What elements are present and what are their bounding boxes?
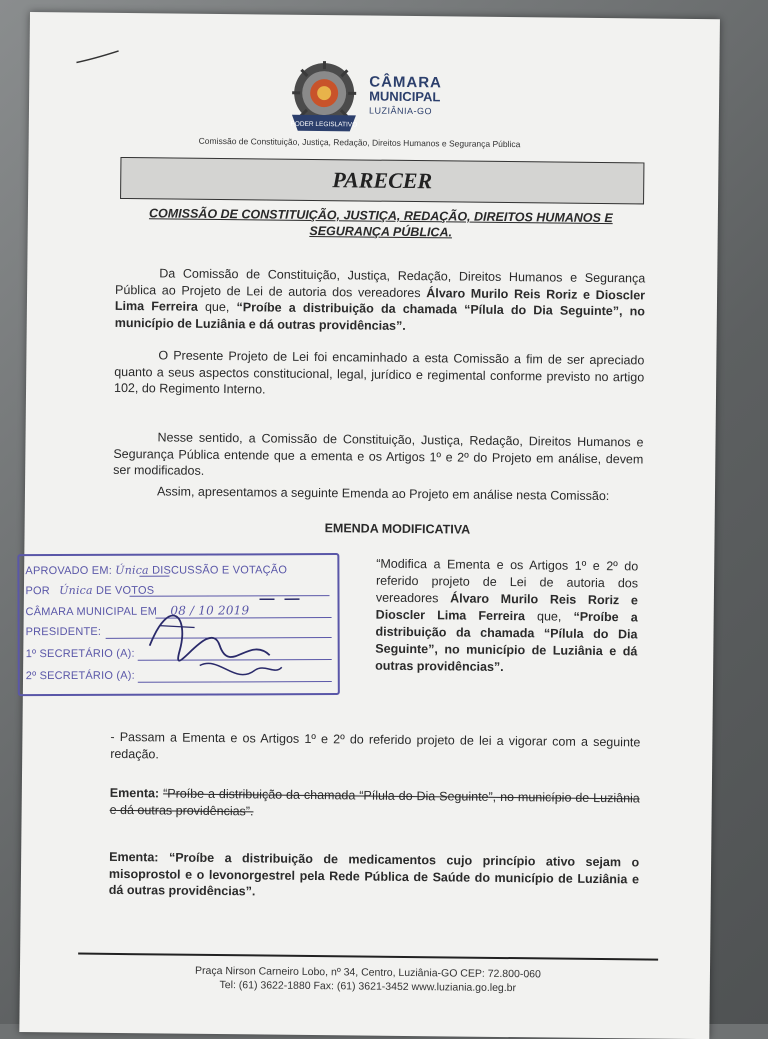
stamp-date-handwriting: 08 / 10 2019: [170, 603, 249, 617]
ementa-old-text: “Proíbe a distribuição da chamada “Pílula do Dia Seguinte”, no município de Luziânia e dá outras providências”.: [110, 786, 640, 817]
stamp-row-secretary1: 1º SECRETÁRIO (A):: [26, 648, 135, 660]
ementa-new-text: “Proíbe a distribuição de medicamentos cujo princípio ativo sejam o misoprostol e o levonorgestrel pela Rede Pública de Saúde do município de Luziânia e dá outras providências”.: [109, 851, 639, 899]
ementa-old: [110, 785, 640, 824]
brand-line1: CÂMARA: [369, 76, 442, 91]
paragraph-1-authors: Álvaro Murilo Reis Roriz e Dioscler Lima Ferreira: [115, 286, 645, 314]
emenda-title: EMENDA MODIFICATIVA: [325, 521, 471, 537]
paragraph-3: Nesse sentido, a Comissão de Constituição, Justiça, Redação, Direitos Humanos e Segurança Pública entende que a ementa e os Artigos 1º e 2º do Projeto em análise, devem ser modificados.: [113, 429, 643, 484]
emenda-authors: Álvaro Murilo Reis Roriz e Dioscler Lima Ferreira: [376, 591, 638, 623]
footer-divider: [78, 953, 658, 961]
ementa-new-label: Ementa:: [109, 850, 158, 865]
ementa-old-label: Ementa:: [110, 786, 159, 801]
title-box: [120, 157, 644, 204]
stamp-approved-rest: DISCUSSÃO E VOTAÇÃO: [152, 564, 287, 576]
camara-seal-logo: [284, 59, 365, 138]
stamp-votes-handwriting: Única: [59, 584, 93, 597]
paragraph-1-text: Da Comissão de Constituição, Justiça, Redação, Direitos Humanos e Segurança Pública ao Projeto de Lei de autoria dos vereadores: [115, 266, 645, 299]
seal-text: PODER LEGISLATIVO: [290, 121, 357, 129]
stamp-row-secretary2: 2º SECRETÁRIO (A):: [26, 670, 135, 682]
paragraph-1-quote: “Proíbe a distribuição da chamada “Pílula do Dia Seguinte”, no município de Luziânia e dá outras providências”.: [115, 300, 645, 332]
document-title: PARECER: [332, 167, 432, 194]
emenda-body: “Modifica a Ementa e os Artigos 1º e 2º do referido projeto de Lei de autoria dos vereadores: [376, 557, 638, 606]
brand-line2: MUNICIPAL: [369, 90, 442, 105]
footer: [78, 963, 658, 997]
footer-address: Praça Nirson Carneiro Lobo, nº 34, Centro, Luziânia-GO CEP: 72.800-060: [78, 963, 658, 983]
stamp-votes-label: POR: [25, 585, 49, 597]
signature-scribble: [19, 555, 337, 694]
ementa-new: [109, 849, 639, 904]
committee-name: COMISSÃO DE CONSTITUIÇÃO, JUSTIÇA, REDAÇÃO, DIREITOS HUMANOS E SEGURANÇA PÚBLICA.: [120, 205, 642, 242]
paragraph-4: Assim, apresentamos a seguinte Emenda ao Projeto em análise nesta Comissão:: [113, 483, 643, 505]
committee-subheading: Comissão de Constituição, Justiça, Redação, Direitos Humanos e Segurança Pública: [199, 136, 521, 149]
footer-contact: Tel: (61) 3622-1880 Fax: (61) 3621-3452 www.luziania.go.leg.br: [78, 977, 658, 997]
stamp-votes-rest: DE VOTOS: [96, 585, 154, 597]
emenda-mid: que,: [525, 609, 574, 624]
stamp-approved-label: APROVADO EM:: [25, 565, 112, 577]
paragraph-5: - Passam a Ementa e os Artigos 1º e 2º do referido projeto de lei a vigorar com a seguinte redação.: [110, 729, 640, 768]
emenda-text: [375, 556, 638, 678]
document-page: [19, 12, 720, 1039]
brand-text: [369, 76, 442, 119]
letterhead: [284, 59, 495, 141]
approval-stamp: [17, 553, 339, 696]
paragraph-1-mid: que,: [198, 300, 237, 314]
stamp-camara-label: CÂMARA MUNICIPAL EM: [26, 606, 158, 618]
stamp-approved-handwriting: Única: [115, 564, 149, 577]
paragraph-2: O Presente Projeto de Lei foi encaminhado a esta Comissão a fim de ser apreciado quanto a seus aspectos constitucional, legal, jurídico e regimental conforme previsto no artigo 102, do Regimento Interno.: [114, 347, 644, 402]
pen-mark: [74, 46, 124, 67]
paragraph-1: [115, 265, 646, 337]
brand-line3: LUZIÂNIA-GO: [369, 104, 442, 119]
emenda-quote: “Proíbe a distribuição da chamada “Pílula do Dia Seguinte”, no município de Luziânia e dá outras providências”.: [375, 610, 638, 674]
stamp-row-president: PRESIDENTE:: [26, 626, 102, 638]
